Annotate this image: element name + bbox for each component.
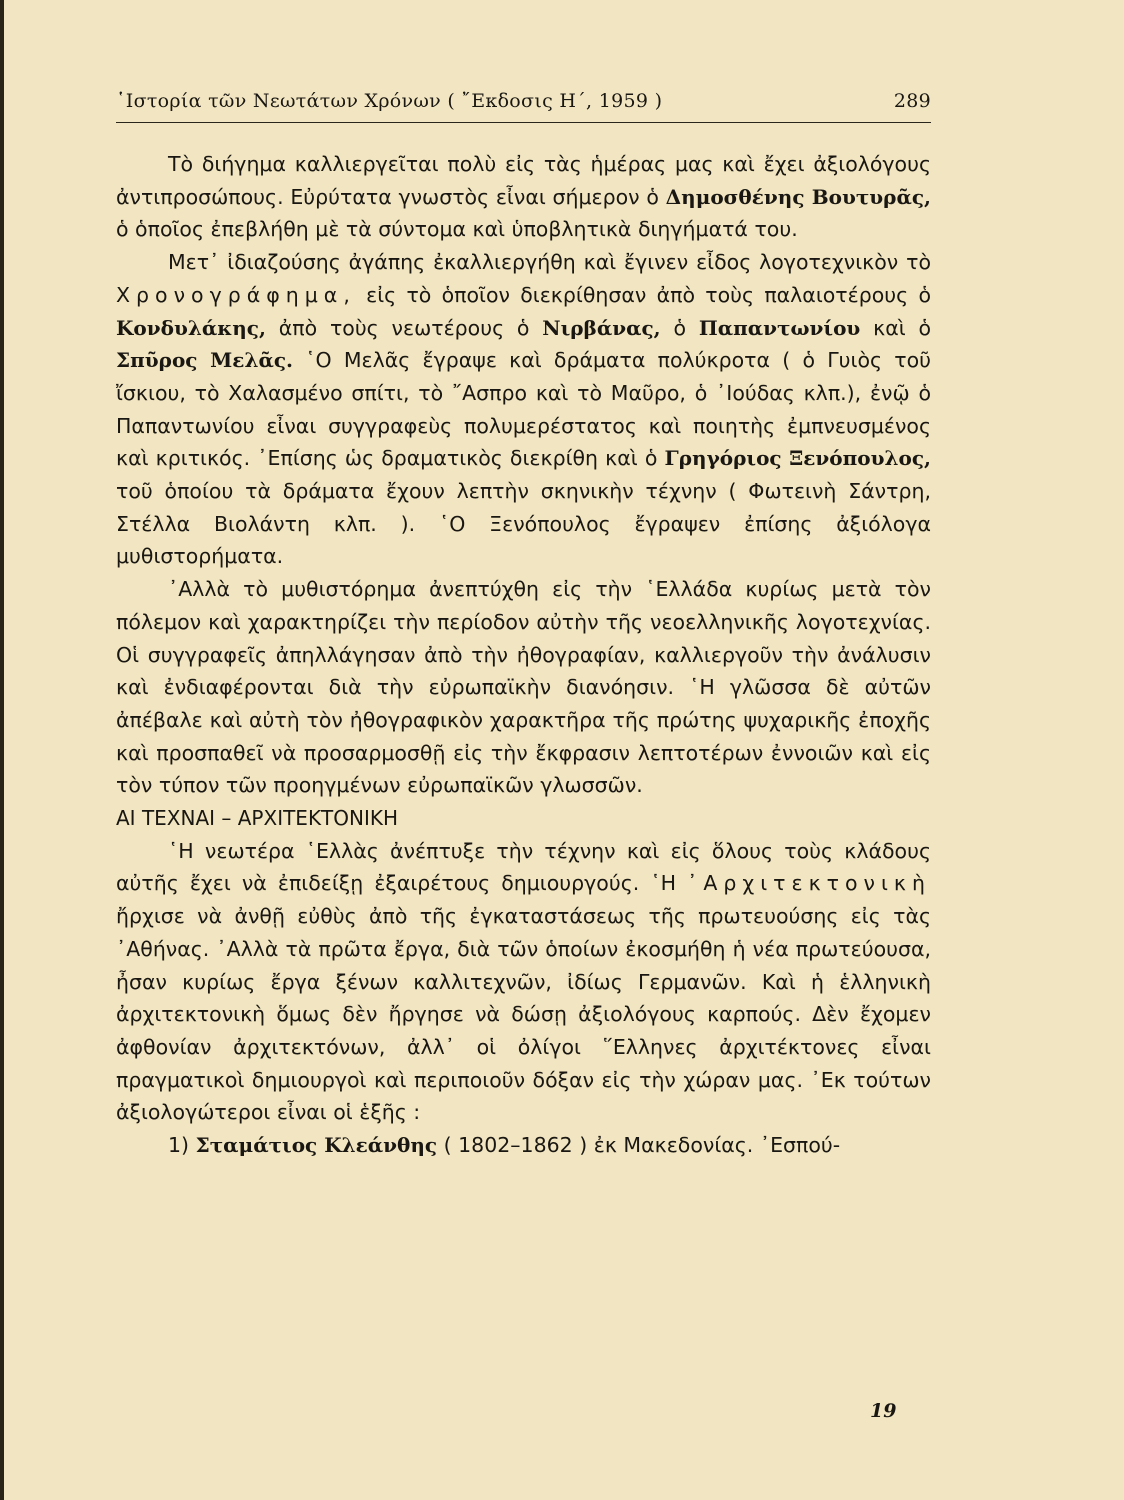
- text-run: ῾Η νεωτέρα ῾Ελλὰς ἀνέπτυξε τὴν τέχνην καὶ εἰς ὅλους τοὺς κλάδους αὐτῆς ἔχει νὰ ἐπιδείξῃ ἐξαιρέτους δημιουργούς. ῾Η: [116, 838, 931, 896]
- text-run: Τὸ διήγημα καλλιεργεῖται πολὺ εἰς τὰς ἡμέρας μας καὶ ἔχει ἀξιολόγους ἀντιπροσώπους. Εὐρύτατα γνωστὸς εἶναι σήμερον ὁ: [116, 152, 931, 209]
- paragraph-short-story: [116, 148, 931, 246]
- text-run: ἀπὸ τοὺς νεωτέρους ὁ: [265, 315, 543, 340]
- page-body: [116, 148, 931, 1162]
- text-run: ἤρχισε νὰ ἀνθῇ εὐθὺς ἀπὸ τῆς ἐγκαταστάσεως τῆς πρωτευούσης εἰς τὰς ᾽Αθήνας. ᾽Αλλὰ τὰ πρῶτα ἔργα, διὰ τῶν ὁποίων ἐκοσμήθη ἡ νέα πρωτεύουσα, ἦσαν κυρίως ἔργα ξένων καλλιτεχνῶν, ἰδίως Γερμανῶν. Καὶ ἡ ἑλληνικὴ ἀρχιτεκτονικὴ ὅμως δὲν ἤργησε νὰ δώσῃ ἀξιολόγους καρπούς. Δὲν ἔχομεν ἀφθονίαν ἀρχιτεκτόνων, ἀλλ᾽ οἱ ὀλίγοι ῞Ελληνες ἀρχιτέκτονες εἶναι πραγματικοὶ δημιουργοὶ καὶ περιποιοῦν δόξαν εἰς τὴν χώραν μας. ᾽Εκ τούτων ἀξιολογώτεροι εἶναι οἱ ἑξῆς :: [116, 904, 931, 1125]
- paragraph-list-item: [116, 1129, 931, 1162]
- running-header: [116, 86, 931, 123]
- section-heading: ΑΙ ΤΕΧΝΑΙ – ΑΡΧΙΤΕΚΤΟΝΙΚΗ: [116, 806, 399, 831]
- author-name: Σπῦρος Μελᾶς.: [116, 348, 294, 373]
- author-name: Παπαντωνίου: [698, 315, 861, 340]
- paragraph-novel: ᾽Αλλὰ τὸ μυθιστόρημα ἀνεπτύχθη εἰς τὴν ῾Ελλάδα κυρίως μετὰ τὸν πόλεμον καὶ χαρακτηρίζει τὴν περίοδον αὐτὴν τῆς νεοελληνικῆς λογοτεχνίας. Οἱ συγγραφεῖς ἀπηλλάγησαν ἀπὸ τὴν ἠθογραφίαν, καλλιεργοῦν τὴν ἀνάλυσιν καὶ ἐνδιαφέρονται διὰ τὴν εὐρωπαϊκὴν διανόησιν. ῾Η γλῶσσα δὲ αὐτῶν ἀπέβαλε καὶ αὐτὴ τὸν ἠθογραφικὸν χαρακτῆρα τῆς πρώτης ψυχαρικῆς ἐποχῆς καὶ προσπαθεῖ νὰ προσαρμοσθῇ εἰς τὴν ἔκφρασιν λεπτοτέρων ἐννοιῶν καὶ εἰς τὸν τύπον τῶν προηγμένων εὐρωπαϊκῶν γλωσσῶν.: [116, 577, 931, 798]
- author-name: Σταμάτιος Κλεάνθης: [195, 1133, 438, 1158]
- spaced-term: Χρονογράφημα,: [116, 282, 356, 307]
- paragraph-architecture: [116, 835, 931, 1129]
- running-title: ῾Ιστορία τῶν Νεωτάτων Χρόνων ( ῎Εκδοσις Η΄, 1959 ): [116, 90, 663, 112]
- list-number: 1): [168, 1133, 196, 1158]
- author-name: Δημοσθένης Βουτυρᾶς,: [665, 184, 931, 209]
- text-run: τοῦ ὁποίου τὰ δράματα ἔχουν λεπτὴν σκηνικὴν τέχνην ( Φωτεινὴ Σάντρη, Στέλλα Βιολάντη κλπ. ). ῾Ο Ξενόπουλος ἔγραψεν ἐπίσης ἀξιόλογα μυθιστορήματα.: [116, 479, 931, 569]
- page-edge: [0, 0, 4, 1500]
- spaced-term: ᾽Αρχιτεκτονικὴ: [687, 871, 931, 896]
- page-number: 289: [893, 90, 931, 112]
- text-run: ὁ: [660, 315, 699, 340]
- text-run: ῾Ο Μελᾶς ἔγραψε καὶ δράματα πολύκροτα ( ὁ Γυιὸς τοῦ ἴσκιου, τὸ Χαλασμένο σπίτι, τὸ ῎Ασπρο καὶ τὸ Μαῦρο, ὁ ᾽Ιούδας κλπ.), ἐνῷ ὁ Παπαντωνίου εἶναι συγγραφεὺς πολυμερέστατος καὶ ποιητὴς ἐμπνευσμένος καὶ κριτικός. ᾽Επίσης ὡς δραματικὸς διεκρίθη καὶ ὁ: [116, 348, 931, 471]
- author-name: Νιρβάνας,: [542, 315, 661, 340]
- author-name: Γρηγόριος Ξενόπουλος,: [664, 446, 931, 471]
- text-run: Μετ᾽ ἰδιαζούσης ἀγάπης ἐκαλλιεργήθη καὶ ἔγινεν εἶδος λογοτεχνικὸν τὸ: [168, 250, 931, 275]
- text-run: ( 1802–1862 ) ἐκ Μακεδονίας. ᾽Εσπού-: [437, 1133, 841, 1158]
- paragraph-chronicle: [116, 246, 931, 573]
- text-run: καὶ ὁ: [860, 315, 932, 340]
- text-run: ὁ ὁποῖος ἐπεβλήθη μὲ τὰ σύντομα καὶ ὑποβλητικὰ διηγήματά του.: [116, 217, 798, 242]
- text-run: εἰς τὸ ὁποῖον διεκρίθησαν ἀπὸ τοὺς παλαιοτέρους ὁ: [355, 282, 931, 307]
- author-name: Κονδυλάκης,: [116, 315, 266, 340]
- signature-mark: 19: [870, 1400, 897, 1422]
